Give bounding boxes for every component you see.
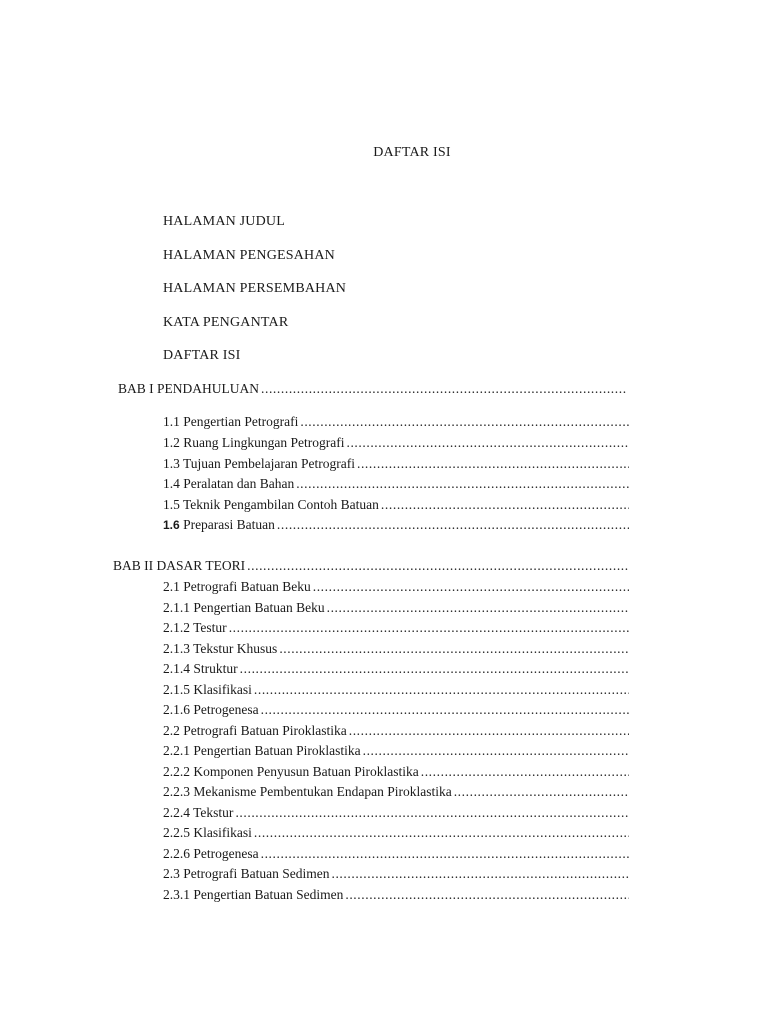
toc-entry (163, 764, 629, 780)
toc-leader-dots (313, 579, 629, 595)
toc-leader-dots (345, 887, 629, 903)
toc-entry-label: 2.2 Petrografi Batuan Piroklastika (163, 723, 347, 738)
front-matter-item: HALAMAN PERSEMBAHAN (163, 281, 347, 296)
toc-leader-dots (277, 517, 629, 533)
toc-entry (163, 743, 629, 759)
toc-entry (163, 682, 629, 698)
toc-leader-dots (381, 497, 629, 513)
toc-entry (163, 641, 629, 657)
toc-leader-dots (235, 805, 629, 821)
toc-leader-dots (363, 743, 629, 759)
toc-entry-label: 2.1.3 Tekstur Khusus (163, 641, 278, 656)
toc-entry-label: 2.2.5 Klasifikasi (163, 825, 252, 840)
toc-entry (163, 866, 629, 882)
toc-leader-dots (346, 435, 629, 451)
front-matter-item: HALAMAN JUDUL (163, 214, 285, 229)
toc-entry-label: 2.2.1 Pengertian Batuan Piroklastika (163, 743, 361, 758)
front-matter-item: DAFTAR ISI (163, 348, 241, 363)
toc-entry (163, 784, 629, 800)
toc-entry-label: 1.5 Teknik Pengambilan Contoh Batuan (163, 497, 379, 512)
toc-entry (163, 497, 629, 513)
front-matter-item: HALAMAN PENGESAHAN (163, 248, 335, 263)
toc-entry (163, 456, 629, 472)
toc-leader-dots (454, 784, 629, 800)
toc-entry-number: 1.6 (163, 518, 180, 532)
toc-entry-text: Preparasi Batuan (183, 517, 275, 532)
toc-leader-dots (261, 381, 626, 397)
toc-leader-dots (240, 661, 629, 677)
toc-entry (163, 887, 629, 903)
toc-entry-label: 2.1.5 Klasifikasi (163, 682, 252, 697)
toc-leader-dots (349, 723, 629, 739)
toc-entry (163, 517, 629, 533)
toc-entry-label: 1.1 Pengertian Petrografi (163, 414, 299, 429)
toc-leader-dots (421, 764, 629, 780)
toc-entry (163, 476, 629, 492)
toc-leader-dots (327, 600, 629, 616)
toc-entry-label: 2.1.6 Petrogenesa (163, 702, 259, 717)
toc-entry (163, 414, 629, 430)
toc-entry-label: 2.1 Petrografi Batuan Beku (163, 579, 311, 594)
toc-leader-dots (296, 476, 629, 492)
toc-leader-dots (357, 456, 629, 472)
page-title: DAFTAR ISI (373, 145, 451, 160)
toc-entry-label: 2.1.4 Struktur (163, 661, 238, 676)
toc-entry-label: 2.3 Petrografi Batuan Sedimen (163, 866, 330, 881)
toc-entry (163, 805, 629, 821)
toc-entry (163, 620, 629, 636)
front-matter-item: KATA PENGANTAR (163, 315, 289, 330)
toc-entry-label: 1.2 Ruang Lingkungan Petrografi (163, 435, 345, 450)
toc-entry (163, 723, 629, 739)
toc-leader-dots (254, 825, 629, 841)
toc-entry-label: 2.2.4 Tekstur (163, 805, 234, 820)
toc-entry (163, 702, 629, 718)
toc-entry (163, 661, 629, 677)
toc-leader-dots (247, 558, 629, 574)
toc-entry (163, 600, 629, 616)
toc-entry-label: 1.4 Peralatan dan Bahan (163, 476, 295, 491)
toc-entry (163, 579, 629, 595)
toc-entry-label: 2.2.6 Petrogenesa (163, 846, 259, 861)
toc-entry-label: 1.3 Tujuan Pembelajaran Petrografi (163, 456, 355, 471)
toc-leader-dots (300, 414, 629, 430)
toc-leader-dots (331, 866, 629, 882)
toc-entry-label: 2.2.2 Komponen Penyusun Batuan Piroklastika (163, 764, 419, 779)
toc-leader-dots (254, 682, 629, 698)
toc-entry (163, 846, 629, 862)
toc-leader-dots (229, 620, 629, 636)
toc-chapter-label: BAB I PENDAHULUAN (118, 381, 259, 396)
toc-entry-label: 2.3.1 Pengertian Batuan Sedimen (163, 887, 344, 902)
toc-entry-label: 2.2.3 Mekanisme Pembentukan Endapan Piroklastika (163, 784, 452, 799)
toc-leader-dots (261, 846, 629, 862)
toc-entry (163, 435, 629, 451)
toc-entry-label: 2.1.2 Testur (163, 620, 227, 635)
toc-leader-dots (279, 641, 629, 657)
toc-chapter-label: BAB II DASAR TEORI (113, 558, 246, 573)
toc-entry-label: 2.1.1 Pengertian Batuan Beku (163, 600, 325, 615)
toc-chapter-heading (113, 558, 629, 574)
toc-leader-dots (261, 702, 629, 718)
toc-entry-label (163, 517, 277, 533)
toc-chapter-heading (118, 381, 626, 397)
toc-entry (163, 825, 629, 841)
